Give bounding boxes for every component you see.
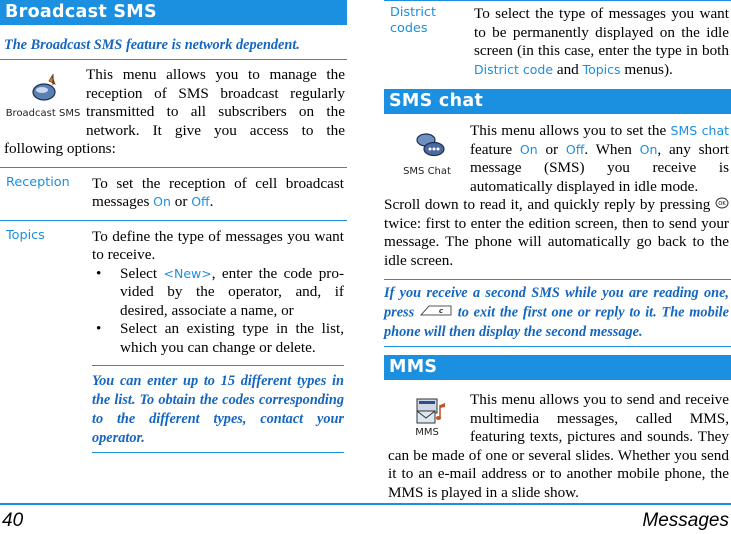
svg-text:c: c	[438, 307, 444, 316]
list-item: • Select an existing type in the list, which you can change or delete.	[120, 320, 344, 357]
page-footer	[0, 503, 731, 534]
topics-bullets	[92, 265, 344, 358]
mms-text: This menu allows you to send and receive multimedia messages, called MMS, featuring texts, pictures and sounds. They can be made of one or several slides. Whether you send it to an e-mail address or to another mobile phone, the MMS is played in a slide show.	[388, 391, 729, 501]
divider	[92, 365, 344, 366]
mms-body	[384, 391, 731, 502]
list-item: • Select <New>, enter the code pro-vided by the operator, and, if desired, associate a name, or	[120, 265, 344, 321]
new-label: <New>	[163, 265, 212, 281]
sms-chat-icon	[414, 128, 448, 162]
mms-icon-block	[384, 391, 470, 445]
broadcast-intro	[0, 66, 347, 159]
right-column	[384, 0, 731, 502]
sms-chat-text-1: This menu allows you to set the SMS chat feature On or Off. When On, any short message (SMS) you receive is automatically displayed in idle mode.	[470, 122, 730, 195]
divider	[384, 0, 731, 1]
reception-definition: To set the reception of cell broadcast messages On or Off.	[92, 174, 344, 210]
off-label: Off	[191, 194, 210, 209]
broadcast-sms-icon-caption: Broadcast SMS	[5, 108, 81, 119]
topics-label: Topics	[582, 61, 621, 77]
off-label: Off	[565, 141, 585, 157]
reception-row	[0, 175, 347, 212]
divider	[384, 279, 731, 280]
mms-icon-caption: MMS	[415, 427, 439, 439]
sms-chat-icon-caption: SMS Chat	[403, 166, 451, 177]
broadcast-sms-icon-block	[0, 66, 86, 136]
district-codes-term: District codes	[390, 5, 436, 36]
c-key-icon	[419, 303, 453, 323]
sms-chat-icon-block	[384, 122, 470, 190]
broadcast-intro-text: This menu allows you to manage the reception of SMS broadcast regularly transmitted to all subscribers on the network. It give you access to the following options:	[4, 66, 345, 157]
topics-row	[0, 228, 347, 454]
district-codes-definition: To select the type of messages you want to be permanently displayed on the idle screen (in this case, enter the type in both District code and Topics menus).	[474, 5, 729, 78]
second-sms-note: If you receive a second SMS while you are reading one, press c to exit the first one or reply to it. The mobile phone will then display the second message.	[384, 285, 730, 341]
broadcast-sms-icon	[30, 72, 60, 106]
network-note: The Broadcast SMS feature is network dependent.	[4, 37, 300, 53]
on-label: On	[153, 194, 171, 209]
mms-icon	[414, 397, 448, 427]
divider	[384, 346, 731, 347]
sms-chat-body	[384, 122, 731, 270]
svg-text:OK: OK	[718, 201, 726, 208]
section-title-mms: MMS	[384, 355, 731, 380]
topics-term: Topics	[6, 227, 45, 243]
divider	[0, 220, 347, 221]
reception-term: Reception	[6, 174, 70, 190]
topics-definition-text: To define the type of messages you want to receive.	[92, 227, 344, 263]
district-code-label: District code	[474, 61, 554, 77]
left-column	[0, 0, 347, 453]
on-label: On	[639, 141, 658, 157]
section-title-sms-chat: SMS chat	[384, 89, 731, 114]
sms-chat-label: SMS chat	[670, 123, 730, 138]
divider	[0, 167, 347, 168]
sms-chat-text-2: Scroll down to read it, and quickly reply by pressing OK twice: first to enter the edition screen, then to send your message. The phone will automatically go back to the idle screen.	[384, 196, 729, 269]
section-title-broadcast-sms: Broadcast SMS	[0, 0, 347, 25]
page-number: 40	[2, 510, 24, 531]
section-name: Messages	[642, 510, 729, 531]
divider	[92, 452, 344, 453]
topics-definition	[92, 228, 347, 454]
topics-tip: You can enter up to 15 different types in the list. To obtain the codes corresponding to the different types, contact your operator.	[92, 373, 344, 446]
on-label: On	[519, 141, 538, 157]
ok-key-icon	[715, 196, 729, 215]
district-codes-row	[384, 5, 731, 79]
divider	[0, 59, 347, 60]
